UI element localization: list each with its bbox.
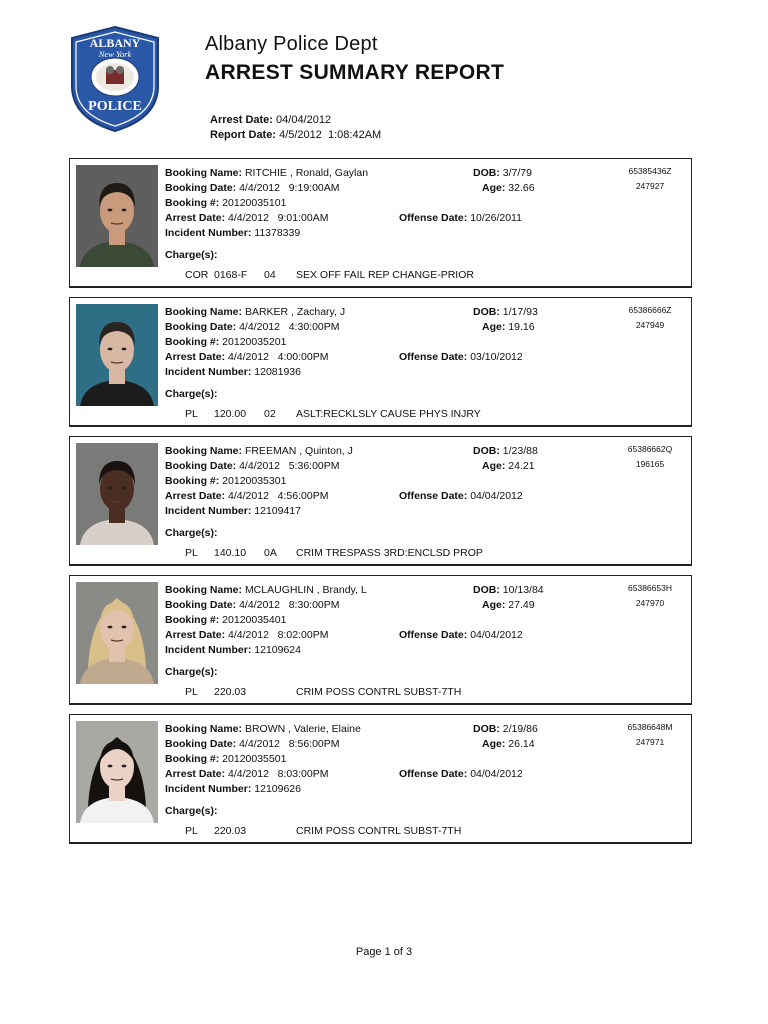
booking-date-label: Booking Date: — [165, 738, 237, 750]
dob-row — [473, 584, 544, 596]
department-name: Albany Police Dept — [205, 33, 378, 55]
booking-date-row — [165, 738, 340, 750]
booking-name-label: Booking Name: — [165, 584, 243, 596]
booking-name-row — [165, 723, 361, 735]
age-row — [482, 321, 535, 333]
record-arrest-date-row — [165, 768, 328, 780]
offense-date-value: 04/04/2012 — [470, 768, 523, 780]
offense-date-row — [399, 768, 523, 780]
age-value: 24.21 — [508, 460, 535, 472]
age-value: 26.14 — [508, 738, 535, 750]
record-id-secondary: 196165 — [635, 459, 665, 469]
dob-value: 3/7/79 — [502, 167, 532, 179]
age-row — [482, 738, 535, 750]
record-id-primary: 65386648M — [627, 722, 673, 732]
booking-name-row — [165, 445, 353, 457]
record-arrest-date-label: Arrest Date: — [165, 629, 226, 641]
incident-number-value: 12109626 — [254, 783, 301, 795]
record-arrest-date-label: Arrest Date: — [165, 212, 226, 224]
charge-section: 220.03 — [214, 825, 247, 837]
booking-name-row — [165, 584, 367, 596]
record-arrest-date-row — [165, 351, 328, 363]
mugshot-photo — [76, 304, 158, 406]
age-value: 32.66 — [508, 182, 535, 194]
report-date-line — [210, 129, 381, 141]
charge-law: PL — [185, 547, 198, 559]
report-date-label: Report Date: — [210, 129, 277, 141]
booking-number-value: 20120035101 — [222, 197, 287, 209]
offense-date-label: Offense Date: — [399, 768, 468, 780]
charges-row — [165, 388, 218, 400]
booking-name-row — [165, 167, 368, 179]
dob-label: DOB: — [473, 723, 500, 735]
dob-row — [473, 167, 532, 179]
booking-date-row — [165, 321, 340, 333]
record-arrest-date-label: Arrest Date: — [165, 768, 226, 780]
dob-row — [473, 723, 538, 735]
offense-date-value: 04/04/2012 — [470, 490, 523, 502]
arrest-record-3 — [69, 436, 692, 566]
booking-date-row — [165, 599, 340, 611]
charge-section: 0168-F — [214, 269, 248, 281]
dob-row — [473, 445, 538, 457]
record-arrest-date-value: 4/4/2012 4:56:00PM — [228, 490, 329, 502]
seal-text-bottom: POLICE — [88, 99, 142, 114]
dob-value: 2/19/86 — [502, 723, 538, 735]
booking-name-value: BROWN , Valerie, Elaine — [244, 723, 361, 735]
booking-name-row — [165, 306, 345, 318]
charge-description: CRIM TRESPASS 3RD:ENCLSD PROP — [296, 547, 483, 559]
incident-number-label: Incident Number: — [165, 644, 252, 656]
charge-class: 04 — [264, 269, 276, 281]
booking-number-label: Booking #: — [165, 336, 220, 348]
seal-text-state: New York — [98, 49, 132, 59]
booking-number-row — [165, 197, 286, 209]
incident-number-row — [165, 227, 300, 239]
mugshot-silhouette-icon — [76, 582, 158, 684]
booking-name-value: MCLAUGHLIN , Brandy, L — [244, 584, 367, 596]
charges-label: Charge(s): — [165, 805, 218, 817]
age-label: Age: — [482, 460, 506, 472]
mugshot-photo — [76, 165, 158, 267]
charge-class: 02 — [264, 408, 276, 420]
booking-number-value: 20120035201 — [222, 336, 287, 348]
charge-description: SEX OFF FAIL REP CHANGE-PRIOR — [296, 269, 474, 281]
police-seal-logo — [66, 24, 164, 134]
charges-label: Charge(s): — [165, 388, 218, 400]
booking-number-value: 20120035501 — [222, 753, 287, 765]
charges-row — [165, 527, 218, 539]
incident-number-label: Incident Number: — [165, 783, 252, 795]
dob-value: 10/13/84 — [502, 584, 544, 596]
record-arrest-date-row — [165, 490, 328, 502]
age-row — [482, 460, 535, 472]
booking-date-value: 4/4/2012 8:56:00PM — [239, 738, 340, 750]
record-id-primary: 65385436Z — [628, 166, 672, 176]
charge-description: CRIM POSS CONTRL SUBST-7TH — [296, 825, 462, 837]
charges-label: Charge(s): — [165, 249, 218, 261]
offense-date-label: Offense Date: — [399, 351, 468, 363]
record-id-primary: 65386662Q — [627, 444, 673, 454]
dob-value: 1/23/88 — [502, 445, 538, 457]
incident-number-row — [165, 366, 301, 378]
booking-name-label: Booking Name: — [165, 445, 243, 457]
booking-number-row — [165, 753, 286, 765]
incident-number-label: Incident Number: — [165, 366, 252, 378]
charges-row — [165, 805, 218, 817]
record-arrest-date-label: Arrest Date: — [165, 351, 226, 363]
booking-name-value: FREEMAN , Quinton, J — [244, 445, 353, 457]
record-arrest-date-value: 4/4/2012 8:02:00PM — [228, 629, 329, 641]
report-title: ARREST SUMMARY REPORT — [205, 61, 505, 84]
dob-label: DOB: — [473, 445, 500, 457]
incident-number-value: 12081936 — [254, 366, 301, 378]
report-date-value: 4/5/2012 1:08:42AM — [279, 129, 382, 141]
dob-value: 1/17/93 — [502, 306, 538, 318]
charge-law: COR — [185, 269, 209, 281]
charge-description: CRIM POSS CONTRL SUBST-7TH — [296, 686, 462, 698]
charge-description: ASLT:RECKLSLY CAUSE PHYS INJRY — [296, 408, 481, 420]
charge-section: 140.10 — [214, 547, 247, 559]
offense-date-value: 04/04/2012 — [470, 629, 523, 641]
incident-number-row — [165, 644, 301, 656]
record-arrest-date-row — [165, 212, 328, 224]
record-id-secondary: 247970 — [635, 598, 665, 608]
booking-number-row — [165, 336, 286, 348]
age-label: Age: — [482, 321, 506, 333]
dob-row — [473, 306, 538, 318]
booking-number-value: 20120035301 — [222, 475, 287, 487]
booking-date-row — [165, 182, 340, 194]
seal-text-top: ALBANY — [89, 36, 141, 50]
arrest-record-1 — [69, 158, 692, 288]
record-id-secondary: 247927 — [635, 181, 665, 191]
booking-name-label: Booking Name: — [165, 306, 243, 318]
dob-label: DOB: — [473, 584, 500, 596]
booking-date-row — [165, 460, 340, 472]
age-row — [482, 599, 535, 611]
mugshot-photo — [76, 721, 158, 823]
offense-date-row — [399, 351, 523, 363]
charges-row — [165, 249, 218, 261]
record-arrest-date-value: 4/4/2012 4:00:00PM — [228, 351, 329, 363]
dob-label: DOB: — [473, 306, 500, 318]
charge-law: PL — [185, 686, 198, 698]
record-arrest-date-value: 4/4/2012 8:03:00PM — [228, 768, 329, 780]
booking-number-label: Booking #: — [165, 614, 220, 626]
charge-section: 220.03 — [214, 686, 247, 698]
booking-name-value: RITCHIE , Ronald, Gaylan — [244, 167, 369, 179]
age-label: Age: — [482, 599, 506, 611]
offense-date-row — [399, 212, 522, 224]
offense-date-label: Offense Date: — [399, 629, 468, 641]
booking-number-label: Booking #: — [165, 197, 220, 209]
age-label: Age: — [482, 182, 506, 194]
offense-date-row — [399, 490, 523, 502]
offense-date-label: Offense Date: — [399, 212, 468, 224]
record-id-primary: 65386653H — [628, 583, 672, 593]
booking-number-label: Booking #: — [165, 753, 220, 765]
record-arrest-date-row — [165, 629, 328, 641]
mugshot-silhouette-icon — [76, 304, 158, 406]
age-row — [482, 182, 535, 194]
arrest-record-2 — [69, 297, 692, 427]
page-number: Page 1 of 3 — [355, 946, 413, 958]
arrest-date-label: Arrest Date: — [210, 114, 273, 126]
booking-date-label: Booking Date: — [165, 182, 237, 194]
charges-label: Charge(s): — [165, 527, 218, 539]
age-value: 19.16 — [508, 321, 535, 333]
charges-row — [165, 666, 218, 678]
booking-date-label: Booking Date: — [165, 460, 237, 472]
offense-date-row — [399, 629, 523, 641]
offense-date-label: Offense Date: — [399, 490, 468, 502]
booking-name-value: BARKER , Zachary, J — [244, 306, 346, 318]
booking-date-value: 4/4/2012 4:30:00PM — [239, 321, 340, 333]
booking-date-value: 4/4/2012 5:36:00PM — [239, 460, 340, 472]
charge-law: PL — [185, 408, 198, 420]
arrest-record-5 — [69, 714, 692, 844]
charge-law: PL — [185, 825, 198, 837]
incident-number-label: Incident Number: — [165, 227, 252, 239]
booking-date-label: Booking Date: — [165, 321, 237, 333]
booking-name-label: Booking Name: — [165, 167, 243, 179]
booking-date-value: 4/4/2012 8:30:00PM — [239, 599, 340, 611]
arrest-record-4 — [69, 575, 692, 705]
charge-section: 120.00 — [214, 408, 247, 420]
incident-number-row — [165, 505, 301, 517]
booking-number-row — [165, 614, 286, 626]
arrest-date-value: 04/04/2012 — [276, 114, 332, 126]
record-arrest-date-value: 4/4/2012 9:01:00AM — [228, 212, 329, 224]
charges-label: Charge(s): — [165, 666, 218, 678]
booking-date-value: 4/4/2012 9:19:00AM — [239, 182, 340, 194]
incident-number-label: Incident Number: — [165, 505, 252, 517]
mugshot-silhouette-icon — [76, 721, 158, 823]
booking-name-label: Booking Name: — [165, 723, 243, 735]
mugshot-silhouette-icon — [76, 443, 158, 545]
offense-date-value: 03/10/2012 — [470, 351, 523, 363]
dob-label: DOB: — [473, 167, 500, 179]
record-arrest-date-label: Arrest Date: — [165, 490, 226, 502]
booking-date-label: Booking Date: — [165, 599, 237, 611]
charge-class: 0A — [264, 547, 277, 559]
booking-number-label: Booking #: — [165, 475, 220, 487]
age-value: 27.49 — [508, 599, 535, 611]
arrest-date-line — [210, 114, 331, 126]
record-id-primary: 65386666Z — [628, 305, 672, 315]
record-id-secondary: 247971 — [635, 737, 665, 747]
age-label: Age: — [482, 738, 506, 750]
offense-date-value: 10/26/2011 — [470, 212, 522, 224]
record-id-secondary: 247949 — [635, 320, 665, 330]
mugshot-silhouette-icon — [76, 165, 158, 267]
incident-number-value: 12109417 — [254, 505, 301, 517]
incident-number-value: 11378339 — [254, 227, 301, 239]
mugshot-photo — [76, 582, 158, 684]
incident-number-row — [165, 783, 301, 795]
mugshot-photo — [76, 443, 158, 545]
booking-number-value: 20120035401 — [222, 614, 287, 626]
booking-number-row — [165, 475, 286, 487]
incident-number-value: 12109624 — [254, 644, 301, 656]
